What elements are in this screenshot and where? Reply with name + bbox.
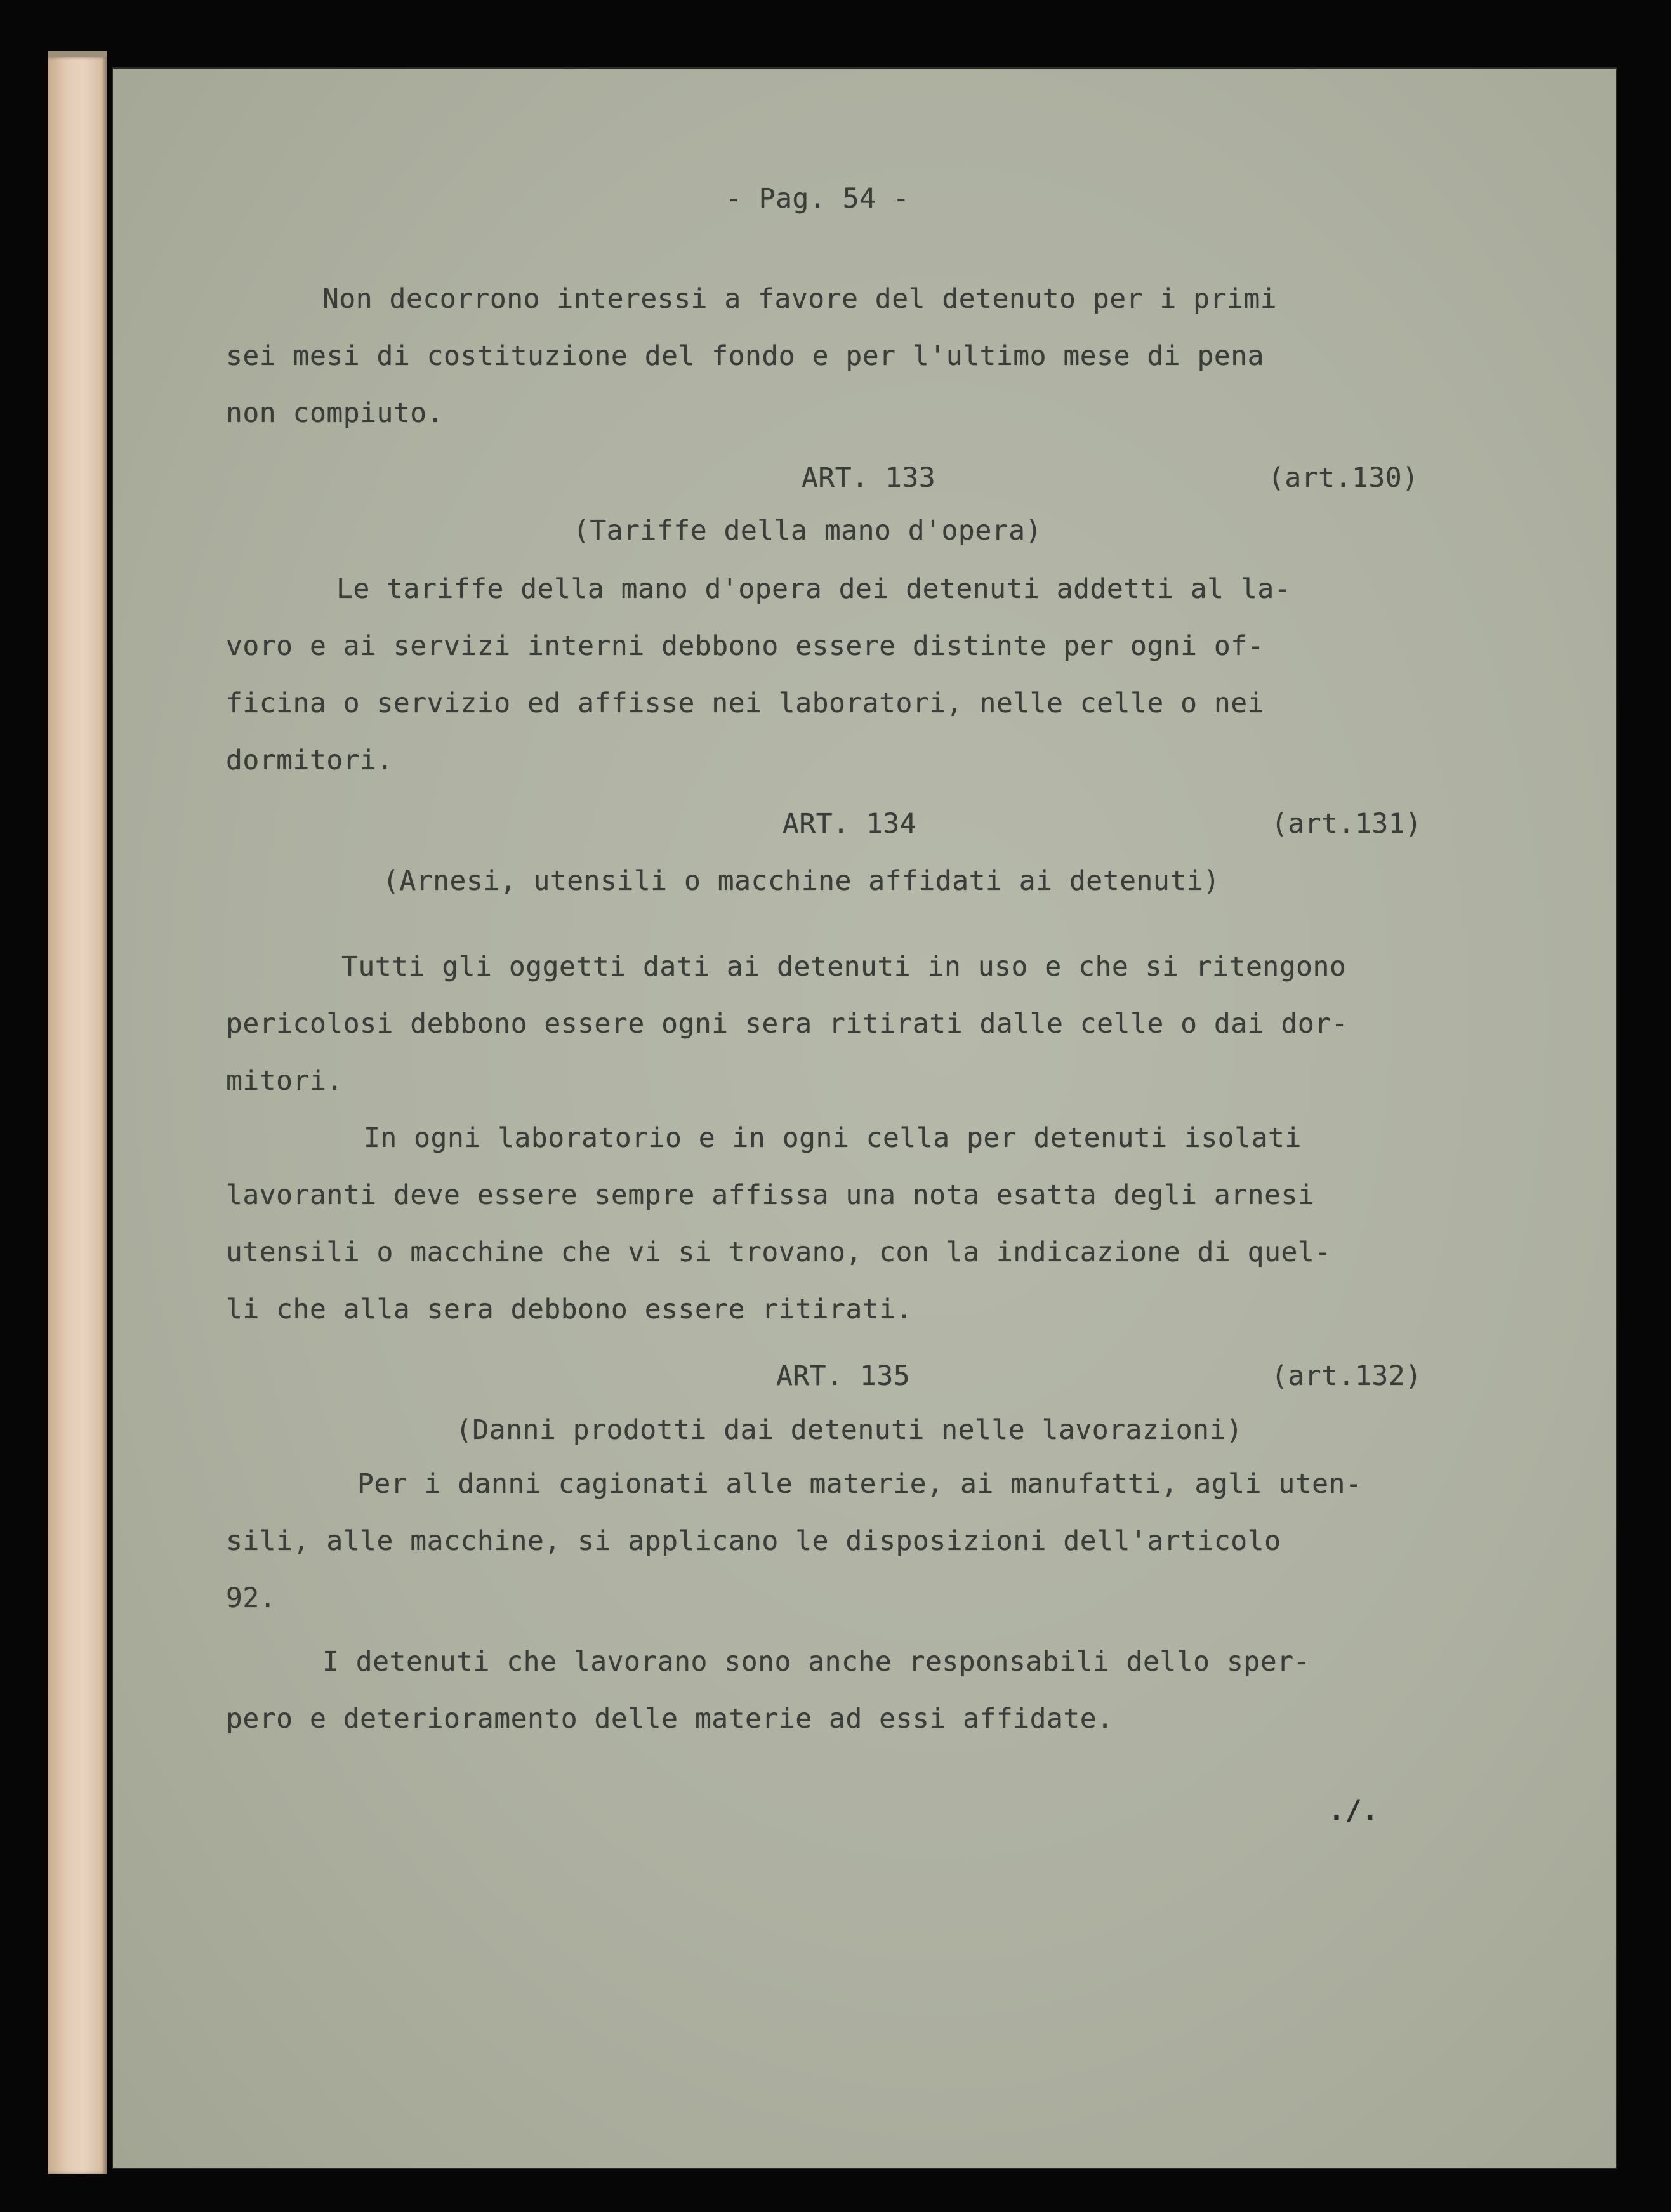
paragraph-line: non compiuto. <box>226 397 444 429</box>
paragraph-line: Tutti gli oggetti dati ai detenuti in uso e che si ritengono <box>341 951 1347 983</box>
paragraph-line: 92. <box>226 1582 277 1614</box>
paragraph-line: Per i danni cagionati alle materie, ai manufatti, agli uten- <box>357 1468 1363 1500</box>
paragraph-line: pero e deterioramento delle materie ad essi affidate. <box>226 1703 1114 1735</box>
paragraph-line: voro e ai servizi interni debbono essere distinte per ogni of- <box>226 630 1265 662</box>
typewritten-page <box>113 69 1616 2168</box>
article-number: ART. 133 <box>802 462 936 494</box>
paragraph-line: dormitori. <box>226 745 393 776</box>
end-mark: ./. <box>1328 1795 1379 1827</box>
binding-edge-strip <box>48 57 107 2174</box>
paragraph-line: sei mesi di costituzione del fondo e per l'ultimo mese di pena <box>226 340 1265 372</box>
article-number: ART. 134 <box>783 808 917 840</box>
paragraph-line: ficina o servizio ed affisse nei laboratori, nelle celle o nei <box>226 687 1265 719</box>
paragraph-line: pericolosi debbono essere ogni sera ritirati dalle celle o dai dor- <box>226 1008 1349 1040</box>
paragraph-line: utensili o macchine che vi si trovano, con la indicazione di quel- <box>226 1236 1331 1268</box>
paragraph-line: Non decorrono interessi a favore del detenuto per i primi <box>322 283 1278 315</box>
paragraph-line: li che alla sera debbono essere ritirati. <box>226 1294 913 1325</box>
page-number: - Pag. 54 - <box>725 183 910 215</box>
article-number: ART. 135 <box>776 1360 911 1392</box>
article-reference: (art.130) <box>1268 462 1419 494</box>
article-title: (Tariffe della mano d'opera) <box>573 515 1042 546</box>
article-title: (Danni prodotti dai detenuti nelle lavorazioni) <box>456 1414 1243 1446</box>
paragraph-line: lavoranti deve essere sempre affissa una nota esatta degli arnesi <box>226 1179 1315 1211</box>
article-reference: (art.131) <box>1271 808 1422 840</box>
article-reference: (art.132) <box>1271 1360 1422 1392</box>
paragraph-line: sili, alle macchine, si applicano le disposizioni dell'articolo <box>226 1525 1281 1557</box>
paragraph-line: mitori. <box>226 1065 343 1097</box>
paragraph-line: Le tariffe della mano d'opera dei detenuti addetti al la- <box>336 573 1291 605</box>
paragraph-line: In ogni laboratorio e in ogni cella per detenuti isolati <box>364 1122 1302 1154</box>
article-title: (Arnesi, utensili o macchine affidati ai detenuti) <box>383 865 1220 897</box>
paragraph-line: I detenuti che lavorano sono anche responsabili dello sper- <box>322 1646 1311 1678</box>
